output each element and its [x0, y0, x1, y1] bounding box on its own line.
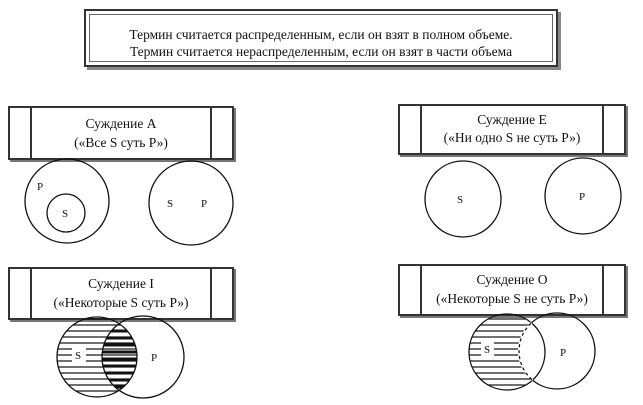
label-s: S [457, 194, 464, 206]
label-s: S [75, 350, 82, 362]
label-p: P [37, 181, 44, 193]
circle-sp [149, 161, 233, 245]
judgment-i-formula: («Некоторые S суть Р») [53, 295, 189, 310]
judgment-a-venn-nested [25, 159, 109, 243]
judgment-e-title: Суждение Е [477, 112, 547, 127]
label-s: S [484, 344, 491, 356]
definition-undistributed: Термин считается нераспределенным, если он взят в части объема [129, 44, 513, 59]
definition-distributed: Термин считается распределенным, если он взят в полном объеме. [129, 27, 513, 42]
label-p: P [579, 191, 586, 203]
judgment-a-formula: («Все S суть Р») [74, 135, 168, 150]
judgment-o-title: Суждение О [476, 272, 548, 287]
label-s: S [62, 208, 69, 220]
judgment-e-formula: («Ни одно S не суть Р») [443, 130, 581, 145]
judgment-o-venn [469, 313, 595, 390]
judgment-a-title: Суждение А [85, 116, 157, 131]
label-s: S [167, 198, 174, 210]
label-p: P [151, 352, 158, 364]
judgment-i-venn [57, 316, 184, 398]
circle-p [25, 159, 109, 243]
judgment-a-venn-coinciding [149, 161, 233, 245]
judgment-o-formula: («Некоторые S не суть Р») [436, 291, 588, 306]
label-p: P [201, 198, 208, 210]
judgment-e-venn [425, 158, 621, 237]
label-p: P [560, 347, 567, 359]
judgment-i-title: Суждение I [88, 276, 154, 291]
